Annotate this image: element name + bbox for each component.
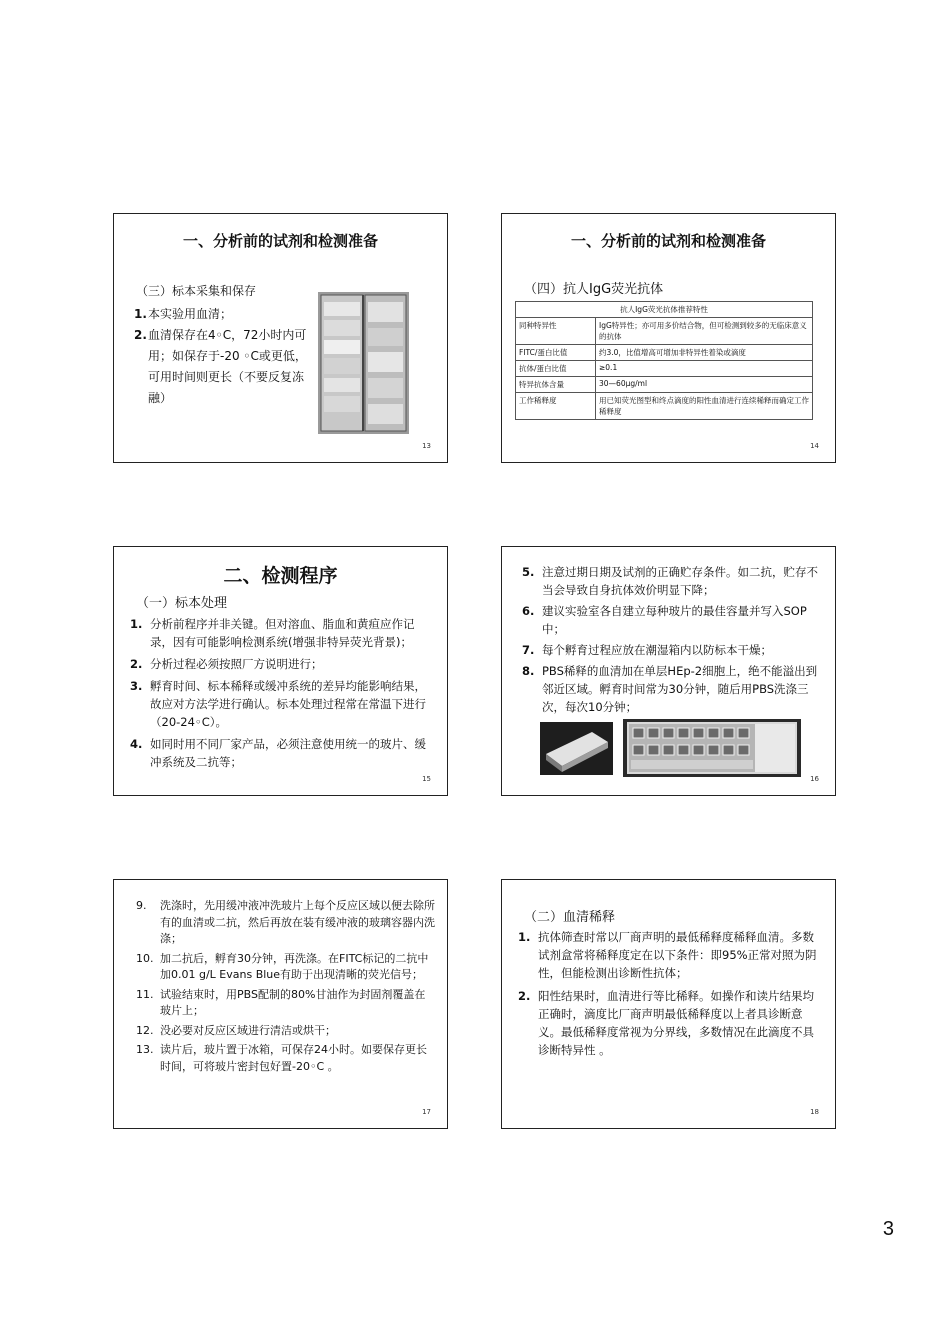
slide-title: 一、分析前的试剂和检测准备 <box>182 232 378 250</box>
slide-16 <box>501 546 836 796</box>
table-row: 同种特异性 IgG特异性；亦可用多价结合物，但可检测到较多的无临床意义的抗体 <box>516 318 813 345</box>
slide-number: 18 <box>810 1108 819 1116</box>
section-subtitle: （一）标本处理 <box>136 596 228 611</box>
table-row: 特异抗体含量 30—60μg/ml <box>516 377 813 393</box>
list-item: 7. 每个孵育过程应放在潮湿箱内以防标本干燥； <box>522 643 772 657</box>
list-item: 10. 加二抗后，孵育30分钟，再洗涤。在FITC标记的二抗中加0.01 g/L Evans Blue有助于出现清晰的荧光信号； <box>136 951 429 981</box>
list-item: 3. 孵育时间、标本稀释或缓冲系统的差异均能影响结果，故应对方法学进行确认。标本处理过程常在常温下进行（20-24◦C）。 <box>130 679 426 729</box>
reaction-slide-photo <box>623 719 801 777</box>
list-item: 11. 试验结束时，用PBS配制的80%甘油作为封固剂覆盖在玻片上； <box>136 987 426 1017</box>
slide-box-photo <box>540 722 613 775</box>
slide-number: 16 <box>810 775 819 783</box>
list-item: 12. 没必要对反应区域进行清洁或烘干； <box>136 1023 336 1037</box>
section-subtitle: （三）标本采集和保存 <box>136 284 257 298</box>
list-item: 4. 如同时用不同厂家产品，必须注意使用统一的玻片、缓冲系统及二抗等； <box>130 737 426 769</box>
section-subtitle: （四）抗人IgG荧光抗体 <box>524 282 664 297</box>
item-list <box>136 898 436 1078</box>
list-item: 6. 建议实验室各自建立每种玻片的最佳容量并写入SOP中； <box>522 604 807 636</box>
list-item: 1. 分析前程序并非关键。但对溶血、脂血和黄疸应作记录，因有可能影响检测系统(增强非特异荧光背景)； <box>130 617 415 649</box>
slide-18 <box>501 879 836 1129</box>
table-caption: 抗人IgG荧光抗体推荐特性 <box>516 302 813 318</box>
item-list <box>522 563 827 719</box>
list-item: 9. 洗涤时，先用缓冲液冲洗玻片上每个反应区域以便去除所有的血清或二抗，然后再放在装有缓冲液的玻璃容器内洗涤； <box>136 899 435 945</box>
slide-number: 14 <box>810 442 819 450</box>
slide-title: 二、检测程序 <box>223 565 338 587</box>
slide-14 <box>501 213 836 463</box>
page-number: 3 <box>882 1218 894 1240</box>
list-item: 13. 读片后，玻片置于冰箱，可保存24小时。如要保存更长时间，可将玻片密封包好置-20◦C 。 <box>136 1043 427 1073</box>
slide-number: 17 <box>422 1108 431 1116</box>
slide-17 <box>113 879 448 1129</box>
list-item: 2. 分析过程必须按照厂方说明进行； <box>130 657 323 671</box>
slide-number: 13 <box>422 442 431 450</box>
list-item: 2. 血清保存在4◦C，72小时内可用；如保存于-20 ◦C或更低，可用时间则更长（不要反复冻融） <box>134 328 307 405</box>
table-row: FITC/蛋白比值 约3.0，比值增高可增加非特异性着染或滴度 <box>516 345 813 361</box>
table-row: 工作稀释度 用已知荧光图型和终点滴度的阳性血清进行连续稀释而确定工作稀释度 <box>516 393 813 420</box>
slide-number: 15 <box>422 775 431 783</box>
list-item: 5. 注意过期日期及试剂的正确贮存条件。如二抗，贮存不当会导致自身抗体效价明显下降； <box>522 565 818 597</box>
section-subtitle: （二）血清稀释 <box>524 910 616 925</box>
list-item: 1. 抗体筛查时常以厂商声明的最低稀释度稀释血清。多数试剂盒常将稀释度定在以下条件：即95%正常对照为阴性，但能检测出诊断性抗体； <box>518 930 817 980</box>
item-list <box>518 928 823 1064</box>
antibody-properties-table <box>515 301 813 420</box>
slide-15 <box>113 546 448 796</box>
table-row: 抗体/蛋白比值 ≥0.1 <box>516 361 813 377</box>
list-item: 8. PBS稀释的血清加在单层HEp-2细胞上，绝不能溢出到邻近区域。孵育时间常为30分钟，随后用PBS洗涤三次，每次10分钟； <box>522 664 818 714</box>
list-item: 1. 本实验用血清； <box>134 307 233 321</box>
item-list <box>134 304 309 409</box>
slide-title: 一、分析前的试剂和检测准备 <box>570 232 766 250</box>
refrigerator-photo <box>318 292 409 434</box>
item-list <box>130 615 430 775</box>
slide-13 <box>113 213 448 463</box>
list-item: 2. 阳性结果时，血清进行等比稀释。如操作和读片结果均正确时，滴度比厂商声明最低稀释度以上者具诊断意义。最低稀释度常视为分界线，多数情况在此滴度不具诊断特异性 。 <box>518 989 814 1057</box>
